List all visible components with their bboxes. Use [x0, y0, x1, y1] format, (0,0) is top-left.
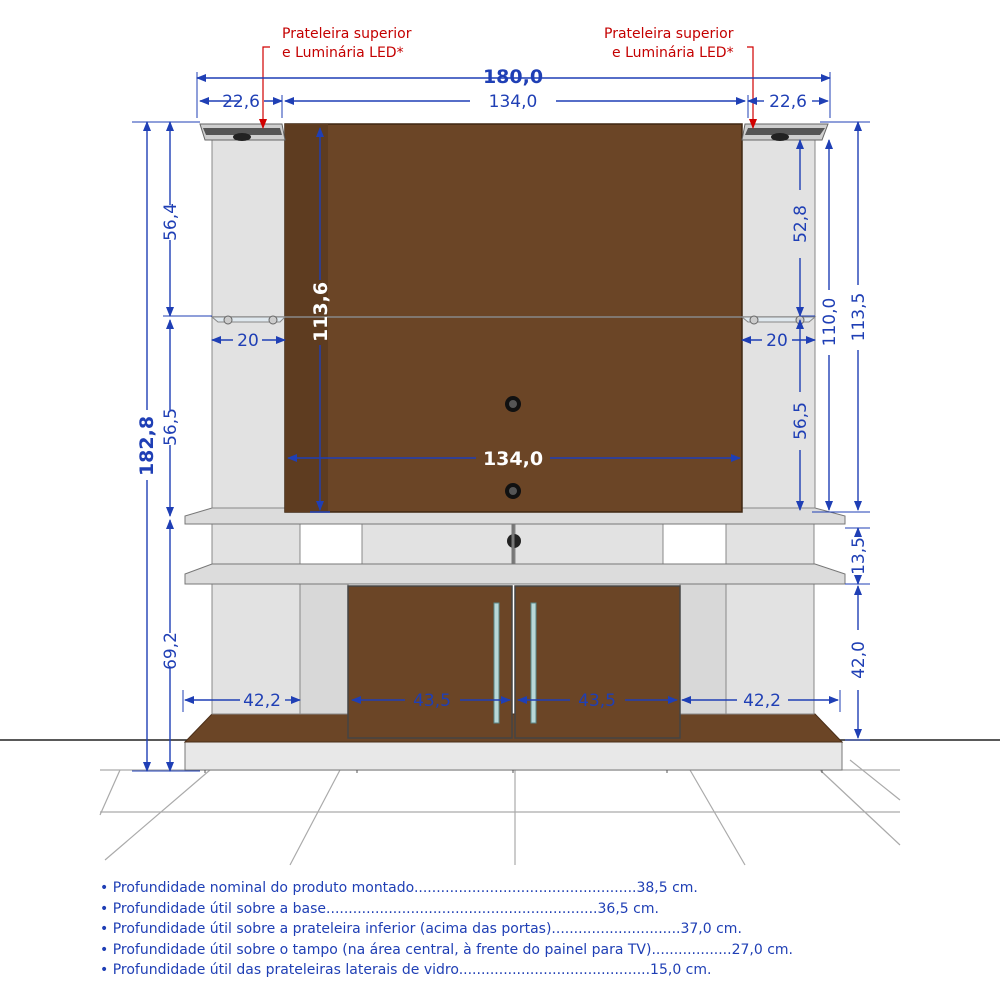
- depth-notes: [100, 878, 920, 981]
- dim-top-right-width: 22,6: [769, 92, 807, 112]
- lower-shelf: [185, 564, 845, 584]
- dim-right-niche: 13,5: [849, 537, 869, 575]
- note-item: • Profundidade útil sobre a base.............................................................36,5 cm.: [100, 900, 659, 917]
- svg-text:e Luminária LED*: e Luminária LED*: [282, 45, 404, 61]
- dim-panel-height: 113,6: [310, 281, 332, 343]
- dim-total-height: 182,8: [136, 415, 158, 477]
- dim-left-middle: 56,5: [161, 408, 181, 446]
- note-item: • Profundidade útil sobre a prateleira inferior (acima das portas).............................37,0 cm.: [100, 921, 742, 937]
- dim-door-left: 43,5: [413, 691, 451, 711]
- dim-total-width: 180,0: [482, 66, 544, 88]
- top-cap-left: [200, 124, 285, 141]
- svg-text:Prateleira superior: Prateleira superior: [604, 26, 734, 42]
- dim-shelf-right: 20: [766, 331, 788, 351]
- lower-left-inner: [300, 584, 348, 714]
- dim-shelf-left: 20: [237, 331, 259, 351]
- note-item: • Profundidade útil sobre o tampo (na área central, à frente do painel para TV)..................27,0 cm.: [100, 941, 793, 958]
- note-item: • Profundidade nominal do produto montado..................................................38,5 cm.: [100, 880, 698, 896]
- callout-left: [263, 26, 412, 128]
- dim-bottom-left: 42,2: [243, 691, 281, 711]
- svg-text:Prateleira superior: Prateleira superior: [282, 26, 412, 42]
- dim-left-lower: 69,2: [161, 632, 181, 670]
- dim-top-left-width: 22,6: [222, 92, 260, 112]
- dim-panel-width: 134,0: [482, 448, 544, 470]
- dim-right-middle: 56,5: [791, 402, 811, 440]
- door-right: [515, 586, 680, 738]
- dim-right-upper: 52,8: [791, 205, 811, 243]
- note-item: • Profundidade útil das prateleiras laterais de vidro...........................................15,0 cm.: [100, 962, 712, 978]
- door-left: [348, 586, 512, 738]
- dim-right-outer-height: 113,5: [849, 292, 869, 342]
- lower-right-inner: [680, 584, 726, 714]
- dim-right-inner-height: 110,0: [820, 297, 840, 347]
- dim-door-right: 43,5: [578, 691, 616, 711]
- svg-text:e Luminária LED*: e Luminária LED*: [612, 45, 734, 61]
- dim-bottom-right: 42,2: [743, 691, 781, 711]
- dim-top-center-width: 134,0: [488, 92, 538, 112]
- dim-right-lower: 42,0: [849, 641, 869, 679]
- dim-left-upper: 56,4: [161, 203, 181, 241]
- top-cap-right: [742, 124, 828, 141]
- callout-right: [604, 26, 753, 128]
- base-plinth: [185, 714, 842, 773]
